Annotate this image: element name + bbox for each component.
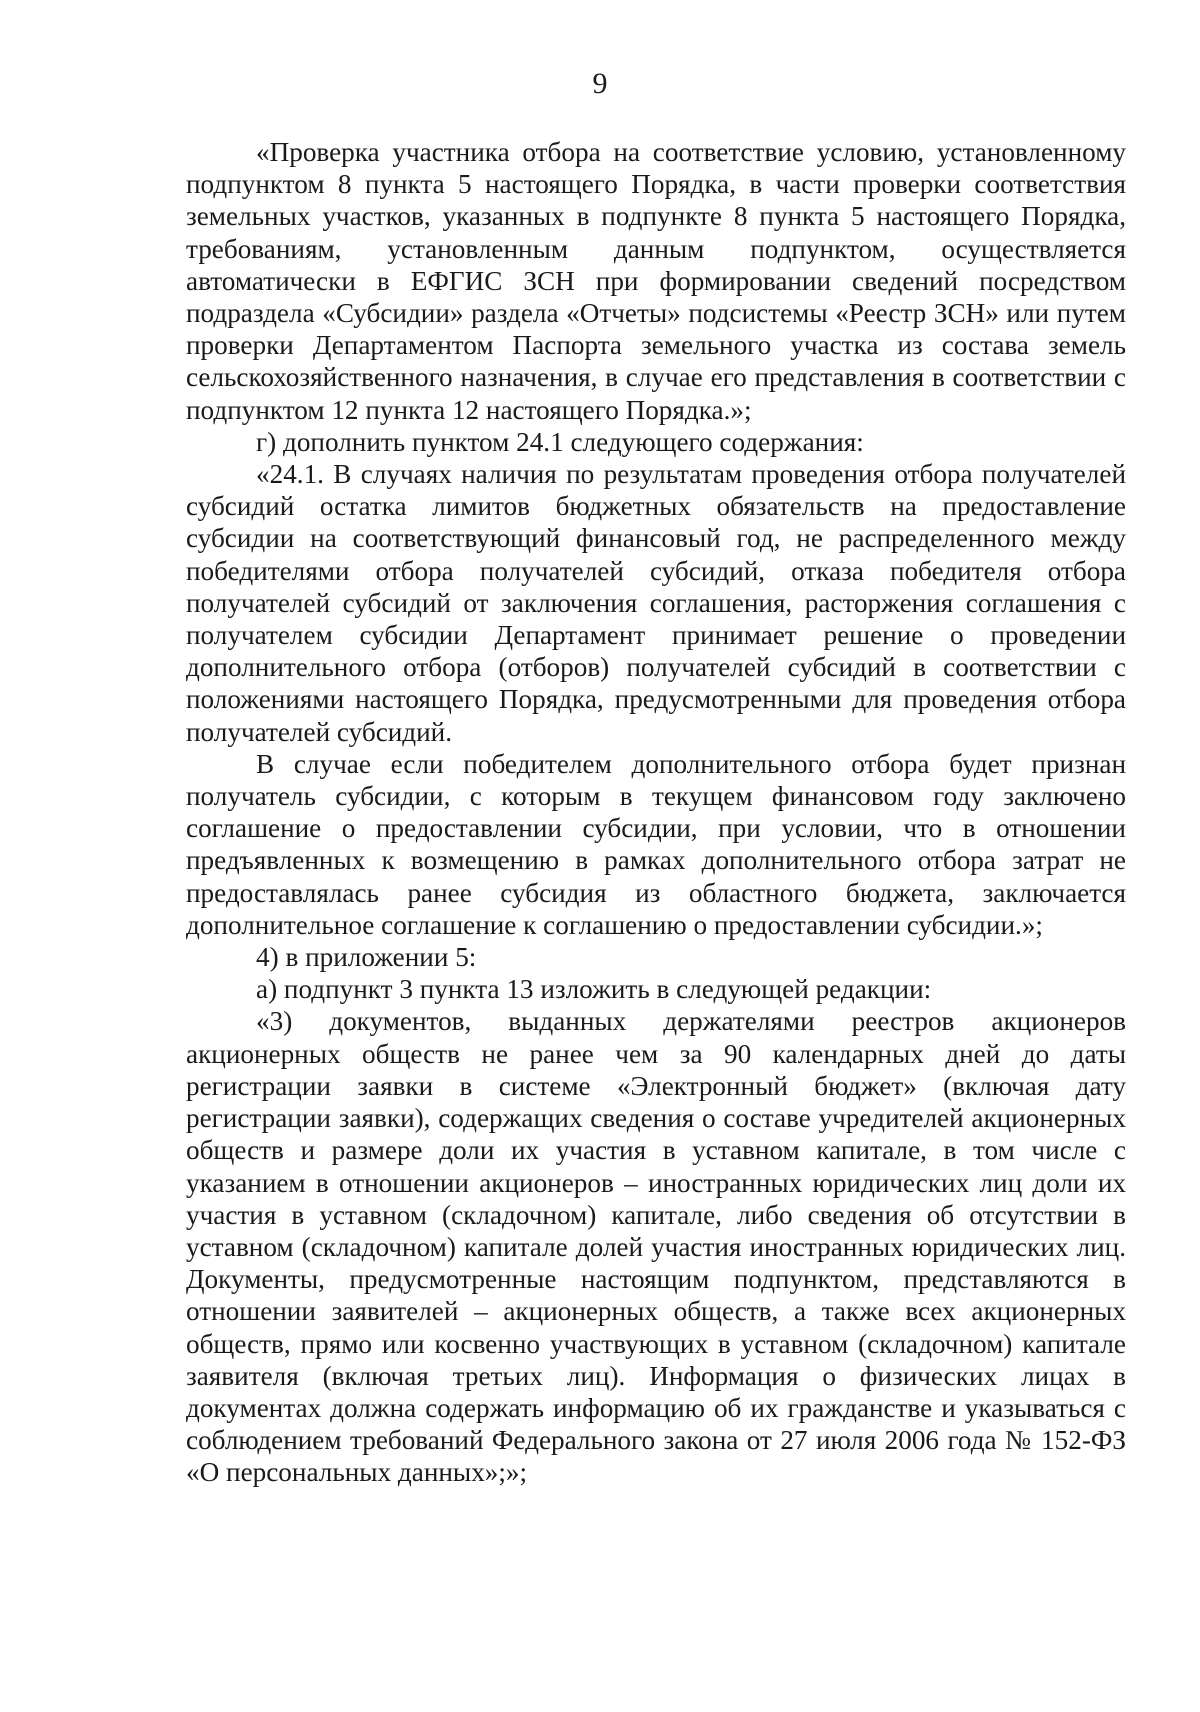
paragraph-amendment-a: а) подпункт 3 пункта 13 изложить в следующей редакции: [256,974,932,1005]
paragraph-clause-24-1: «24.1. В случаях наличия по результатам проведения отбора получателей субсидий остатка лимитов бюджетных обязательств на предоставление субсидии на соответствующий финансовый год, не распределенного между победителями отбора получателей субсидий, отказа победителя отбора получателей субсидий от заключения соглашения, расторжения соглашения с получателем субсидии Департамент принимает решение о проведении дополнительного отбора (отборов) получателей субсидий в соответствии с положениями настоящего Порядка, предусмотренными для проведения отбора получателей субсидий. [186,459,1126,747]
paragraph-verification-clause: «Проверка участника отбора на соответствие условию, установленному подпунктом 8 пункта 5 настоящего Порядка, в части проверки соответствия земельных участков, указанных в подпункте 8 пункта 5 настоящего Порядка, требованиям, установленным данным подпунктом, осуществляется автоматически в ЕФГИС ЗСН при формировании сведений посредством подраздела «Субсидии» раздела «Отчеты» подсистемы «Реестр ЗСН» или путем проверки Департаментом Паспорта земельного участка из состава земель сельскохозяйственного назначения, в случае его представления в соответствии с подпунктом 12 пункта 12 настоящего Порядка.»; [186,137,1126,425]
paragraph-additional-selection: В случае если победителем дополнительного отбора будет признан получатель субсидии, с которым в текущем финансовом году заключено соглашение о предоставлении субсидии, при условии, что в отношении предъявленных к возмещению в рамках дополнительного отбора затрат не предоставлялась ранее субсидия из областного бюджета, заключается дополнительное соглашение к соглашению о предоставлении субсидии.»; [186,748,1126,940]
paragraph-subclause-3: «3) документов, выданных держателями реестров акционеров акционерных обществ не ранее чем за 90 календарных дней до даты регистрации заявки в системе «Электронный бюджет» (включая дату регистрации заявки), содержащих сведения о составе учредителей акционерных обществ и размере доли их участия в уставном капитале, в том числе с указанием в отношении акционеров – иностранных юридических лиц доли их участия в уставном (складочном) капитале, либо сведения об отсутствии в уставном (складочном) капитале долей участия иностранных юридических лиц. Документы, предусмотренные настоящим подпунктом, представляются в отношении заявителей – акционерных обществ, а также всех акционерных обществ, прямо или косвенно участвующих в уставном (складочном) капитале заявителя (включая третьих лиц). Информация о физических лицах в документах должна содержать информацию об их гражданстве и указываться с соблюдением требований Федерального закона от 27 июля 2006 года № 152-ФЗ «О персональных данных»;»; [186,1006,1126,1488]
document-body [186,136,1126,1489]
page-number: 9 [592,67,608,100]
paragraph-appendix-5: 4) в приложении 5: [256,942,477,973]
paragraph-amendment-g: г) дополнить пунктом 24.1 следующего содержания: [256,426,864,457]
